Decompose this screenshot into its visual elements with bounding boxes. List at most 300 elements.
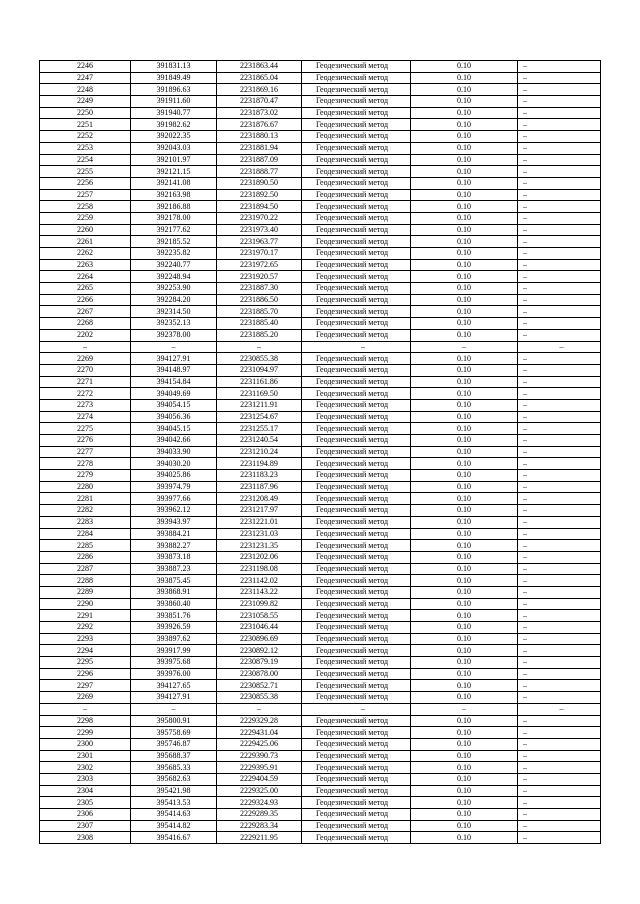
method-cell: Геодезический метод: [302, 598, 411, 610]
description-cell: –: [518, 598, 601, 610]
method-cell: Геодезический метод: [302, 388, 411, 400]
description-cell: –: [518, 622, 601, 634]
precision-cell: 0.10: [411, 353, 518, 365]
point-number-cell: 2248: [40, 84, 131, 96]
method-cell: Геодезический метод: [302, 142, 411, 154]
x-coordinate-cell: 392141.08: [131, 177, 217, 189]
point-number-cell: 2299: [40, 727, 131, 739]
table-row: [40, 563, 601, 575]
precision-cell: 0.10: [411, 668, 518, 680]
point-number-cell: 2250: [40, 107, 131, 119]
y-coordinate-cell: 2231892.50: [217, 189, 302, 201]
x-coordinate-cell: 394045.15: [131, 423, 217, 435]
y-coordinate-cell: 2231890.50: [217, 177, 302, 189]
point-number-cell: 2252: [40, 131, 131, 143]
y-coordinate-cell: 2231217.97: [217, 505, 302, 517]
description-cell: –: [518, 294, 601, 306]
y-coordinate-cell: 2231920.57: [217, 271, 302, 283]
x-coordinate-cell: 393926.59: [131, 622, 217, 634]
method-cell: Геодезический метод: [302, 61, 411, 73]
precision-cell: 0.10: [411, 750, 518, 762]
description-cell: –: [518, 785, 601, 797]
point-number-cell: 2247: [40, 72, 131, 84]
x-coordinate-cell: 394033.90: [131, 446, 217, 458]
table-row: [40, 470, 601, 482]
x-coordinate-cell: 392235.82: [131, 248, 217, 260]
point-number-cell: 2285: [40, 540, 131, 552]
precision-cell: 0.10: [411, 773, 518, 785]
y-coordinate-cell: 2229431.04: [217, 727, 302, 739]
precision-cell: 0.10: [411, 236, 518, 248]
x-coordinate-cell: 392185.52: [131, 236, 217, 248]
x-coordinate-cell: 395746.87: [131, 738, 217, 750]
point-number-cell: 2300: [40, 738, 131, 750]
table-row: [40, 107, 601, 119]
method-cell: Геодезический метод: [302, 294, 411, 306]
x-coordinate-cell: 394042.66: [131, 435, 217, 447]
description-cell: –: [518, 399, 601, 411]
precision-cell: 0.10: [411, 224, 518, 236]
method-cell: Геодезический метод: [302, 306, 411, 318]
precision-cell: 0.10: [411, 388, 518, 400]
point-number-cell: 2269: [40, 692, 131, 704]
y-coordinate-cell: 2231046.44: [217, 622, 302, 634]
x-coordinate-cell: 391911.60: [131, 96, 217, 108]
table-row: [40, 61, 601, 73]
x-coordinate-cell: 394127.91: [131, 353, 217, 365]
y-coordinate-cell: 2229404.59: [217, 773, 302, 785]
description-cell: –: [518, 820, 601, 832]
x-coordinate-cell: 394025.86: [131, 470, 217, 482]
table-row: [40, 248, 601, 260]
point-number-cell: 2261: [40, 236, 131, 248]
precision-cell: 0.10: [411, 458, 518, 470]
table-row: [40, 177, 601, 189]
x-coordinate-cell: 395682.63: [131, 773, 217, 785]
table-row: [40, 318, 601, 330]
precision-cell: 0.10: [411, 809, 518, 821]
point-number-cell: 2254: [40, 154, 131, 166]
table-row: [40, 306, 601, 318]
precision-cell: 0.10: [411, 505, 518, 517]
precision-cell: 0.10: [411, 657, 518, 669]
y-coordinate-cell: 2231094.97: [217, 364, 302, 376]
point-number-cell: 2292: [40, 622, 131, 634]
table-row: [40, 809, 601, 821]
y-coordinate-cell: 2231876.67: [217, 119, 302, 131]
point-number-cell: 2276: [40, 435, 131, 447]
method-cell: Геодезический метод: [302, 177, 411, 189]
x-coordinate-cell: 395416.67: [131, 832, 217, 844]
precision-cell: 0.10: [411, 154, 518, 166]
precision-cell: 0.10: [411, 610, 518, 622]
precision-cell: 0.10: [411, 364, 518, 376]
y-coordinate-cell: 2229211.95: [217, 832, 302, 844]
method-cell: –: [302, 703, 411, 715]
description-cell: –: [518, 645, 601, 657]
x-coordinate-cell: 392177.62: [131, 224, 217, 236]
precision-cell: 0.10: [411, 271, 518, 283]
x-coordinate-cell: 391940.77: [131, 107, 217, 119]
y-coordinate-cell: 2231881.94: [217, 142, 302, 154]
precision-cell: 0.10: [411, 201, 518, 213]
description-cell: –: [518, 318, 601, 330]
precision-cell: 0.10: [411, 797, 518, 809]
description-cell: –: [518, 668, 601, 680]
point-number-cell: 2284: [40, 528, 131, 540]
x-coordinate-cell: 393897.62: [131, 633, 217, 645]
precision-cell: 0.10: [411, 575, 518, 587]
precision-cell: 0.10: [411, 598, 518, 610]
description-cell: –: [518, 563, 601, 575]
method-cell: Геодезический метод: [302, 750, 411, 762]
point-number-cell: 2297: [40, 680, 131, 692]
description-cell: –: [518, 516, 601, 528]
table-row: [40, 96, 601, 108]
method-cell: Геодезический метод: [302, 785, 411, 797]
description-cell: –: [518, 271, 601, 283]
method-cell: Геодезический метод: [302, 563, 411, 575]
description-cell: –: [518, 61, 601, 73]
table-row: [40, 797, 601, 809]
description-cell: –: [518, 177, 601, 189]
precision-cell: 0.10: [411, 820, 518, 832]
description-cell: –: [518, 96, 601, 108]
description-cell: –: [518, 633, 601, 645]
x-coordinate-cell: 394049.69: [131, 388, 217, 400]
precision-cell: 0.10: [411, 166, 518, 178]
y-coordinate-cell: 2231240.54: [217, 435, 302, 447]
x-coordinate-cell: 395414.82: [131, 820, 217, 832]
point-number-cell: 2275: [40, 423, 131, 435]
y-coordinate-cell: 2231142.02: [217, 575, 302, 587]
precision-cell: 0.10: [411, 411, 518, 423]
table-row: [40, 645, 601, 657]
point-number-cell: 2272: [40, 388, 131, 400]
method-cell: Геодезический метод: [302, 832, 411, 844]
table-row: [40, 236, 601, 248]
y-coordinate-cell: 2231887.09: [217, 154, 302, 166]
precision-cell: 0.10: [411, 481, 518, 493]
table-row: [40, 715, 601, 727]
point-number-cell: 2251: [40, 119, 131, 131]
description-cell: –: [518, 493, 601, 505]
table-row: [40, 586, 601, 598]
x-coordinate-cell: 393917.99: [131, 645, 217, 657]
x-coordinate-cell: 393975.68: [131, 657, 217, 669]
table-row: [40, 622, 601, 634]
x-coordinate-cell: 393962.12: [131, 505, 217, 517]
point-number-cell: 2289: [40, 586, 131, 598]
point-number-cell: 2263: [40, 259, 131, 271]
x-coordinate-cell: 392352.13: [131, 318, 217, 330]
point-number-cell: 2281: [40, 493, 131, 505]
precision-cell: 0.10: [411, 248, 518, 260]
precision-cell: –: [411, 341, 518, 353]
method-cell: Геодезический метод: [302, 738, 411, 750]
x-coordinate-cell: 393860.40: [131, 598, 217, 610]
method-cell: Геодезический метод: [302, 72, 411, 84]
description-cell: –: [518, 703, 601, 715]
table-row: [40, 692, 601, 704]
point-number-cell: –: [40, 703, 131, 715]
y-coordinate-cell: 2231231.03: [217, 528, 302, 540]
point-number-cell: 2255: [40, 166, 131, 178]
y-coordinate-cell: 2229289.35: [217, 809, 302, 821]
precision-cell: 0.10: [411, 376, 518, 388]
table-row: [40, 154, 601, 166]
method-cell: Геодезический метод: [302, 353, 411, 365]
description-cell: –: [518, 610, 601, 622]
table-row: [40, 329, 601, 341]
y-coordinate-cell: –: [217, 341, 302, 353]
x-coordinate-cell: 395688.37: [131, 750, 217, 762]
x-coordinate-cell: 392248.94: [131, 271, 217, 283]
method-cell: Геодезический метод: [302, 773, 411, 785]
y-coordinate-cell: 2231870.47: [217, 96, 302, 108]
precision-cell: 0.10: [411, 551, 518, 563]
precision-cell: 0.10: [411, 142, 518, 154]
table-row: [40, 341, 601, 353]
method-cell: Геодезический метод: [302, 820, 411, 832]
x-coordinate-cell: 395414.63: [131, 809, 217, 821]
table-row: [40, 505, 601, 517]
description-cell: –: [518, 657, 601, 669]
method-cell: Геодезический метод: [302, 610, 411, 622]
description-cell: –: [518, 797, 601, 809]
y-coordinate-cell: 2231886.50: [217, 294, 302, 306]
table-row: [40, 131, 601, 143]
description-cell: –: [518, 715, 601, 727]
precision-cell: 0.10: [411, 131, 518, 143]
method-cell: Геодезический метод: [302, 329, 411, 341]
table-row: [40, 657, 601, 669]
y-coordinate-cell: 2229325.00: [217, 785, 302, 797]
x-coordinate-cell: 392378.00: [131, 329, 217, 341]
x-coordinate-cell: 395421.98: [131, 785, 217, 797]
table-row: [40, 680, 601, 692]
method-cell: Геодезический метод: [302, 84, 411, 96]
point-number-cell: 2256: [40, 177, 131, 189]
method-cell: Геодезический метод: [302, 516, 411, 528]
description-cell: –: [518, 201, 601, 213]
table-row: [40, 446, 601, 458]
y-coordinate-cell: 2231208.49: [217, 493, 302, 505]
method-cell: Геодезический метод: [302, 107, 411, 119]
y-coordinate-cell: 2231169.50: [217, 388, 302, 400]
precision-cell: 0.10: [411, 785, 518, 797]
point-number-cell: 2293: [40, 633, 131, 645]
precision-cell: 0.10: [411, 586, 518, 598]
y-coordinate-cell: 2231865.04: [217, 72, 302, 84]
table-row: [40, 598, 601, 610]
description-cell: –: [518, 832, 601, 844]
point-number-cell: 2287: [40, 563, 131, 575]
method-cell: Геодезический метод: [302, 96, 411, 108]
description-cell: –: [518, 119, 601, 131]
x-coordinate-cell: 394127.65: [131, 680, 217, 692]
method-cell: Геодезический метод: [302, 540, 411, 552]
x-coordinate-cell: 394148.97: [131, 364, 217, 376]
method-cell: Геодезический метод: [302, 399, 411, 411]
y-coordinate-cell: 2230852.71: [217, 680, 302, 692]
method-cell: Геодезический метод: [302, 692, 411, 704]
y-coordinate-cell: 2230855.38: [217, 692, 302, 704]
y-coordinate-cell: 2230879.19: [217, 657, 302, 669]
x-coordinate-cell: 392043.03: [131, 142, 217, 154]
table-row: [40, 294, 601, 306]
precision-cell: 0.10: [411, 493, 518, 505]
y-coordinate-cell: 2231255.17: [217, 423, 302, 435]
method-cell: Геодезический метод: [302, 201, 411, 213]
precision-cell: 0.10: [411, 516, 518, 528]
table-row: [40, 481, 601, 493]
x-coordinate-cell: 393868.91: [131, 586, 217, 598]
description-cell: –: [518, 248, 601, 260]
point-number-cell: 2260: [40, 224, 131, 236]
description-cell: –: [518, 353, 601, 365]
description-cell: –: [518, 72, 601, 84]
precision-cell: 0.10: [411, 294, 518, 306]
table-row: [40, 773, 601, 785]
y-coordinate-cell: 2231863.44: [217, 61, 302, 73]
y-coordinate-cell: 2231869.16: [217, 84, 302, 96]
method-cell: Геодезический метод: [302, 423, 411, 435]
point-number-cell: 2202: [40, 329, 131, 341]
description-cell: –: [518, 435, 601, 447]
precision-cell: –: [411, 703, 518, 715]
table-row: [40, 423, 601, 435]
table-row: [40, 493, 601, 505]
y-coordinate-cell: 2231970.22: [217, 212, 302, 224]
precision-cell: 0.10: [411, 399, 518, 411]
y-coordinate-cell: 2231894.50: [217, 201, 302, 213]
table-row: [40, 84, 601, 96]
description-cell: –: [518, 236, 601, 248]
y-coordinate-cell: 2229329.28: [217, 715, 302, 727]
table-row: [40, 540, 601, 552]
description-cell: –: [518, 773, 601, 785]
y-coordinate-cell: 2231231.35: [217, 540, 302, 552]
point-number-cell: 2303: [40, 773, 131, 785]
precision-cell: 0.10: [411, 633, 518, 645]
point-number-cell: 2278: [40, 458, 131, 470]
method-cell: Геодезический метод: [302, 458, 411, 470]
table-row: [40, 738, 601, 750]
description-cell: –: [518, 423, 601, 435]
table-row: [40, 633, 601, 645]
table-row: [40, 668, 601, 680]
method-cell: Геодезический метод: [302, 575, 411, 587]
method-cell: Геодезический метод: [302, 762, 411, 774]
precision-cell: 0.10: [411, 446, 518, 458]
precision-cell: 0.10: [411, 727, 518, 739]
y-coordinate-cell: 2231183.23: [217, 470, 302, 482]
point-number-cell: 2249: [40, 96, 131, 108]
table-row: [40, 610, 601, 622]
y-coordinate-cell: 2231187.96: [217, 481, 302, 493]
table-row: [40, 388, 601, 400]
point-number-cell: 2269: [40, 353, 131, 365]
precision-cell: 0.10: [411, 540, 518, 552]
y-coordinate-cell: 2231221.01: [217, 516, 302, 528]
method-cell: Геодезический метод: [302, 715, 411, 727]
description-cell: –: [518, 376, 601, 388]
precision-cell: 0.10: [411, 645, 518, 657]
point-number-cell: 2301: [40, 750, 131, 762]
y-coordinate-cell: 2231254.67: [217, 411, 302, 423]
description-cell: –: [518, 680, 601, 692]
x-coordinate-cell: 391982.62: [131, 119, 217, 131]
description-cell: –: [518, 470, 601, 482]
x-coordinate-cell: 392240.77: [131, 259, 217, 271]
x-coordinate-cell: –: [131, 703, 217, 715]
x-coordinate-cell: 392284.20: [131, 294, 217, 306]
description-cell: –: [518, 131, 601, 143]
method-cell: Геодезический метод: [302, 212, 411, 224]
description-cell: –: [518, 575, 601, 587]
description-cell: –: [518, 283, 601, 295]
precision-cell: 0.10: [411, 61, 518, 73]
point-number-cell: 2280: [40, 481, 131, 493]
precision-cell: 0.10: [411, 318, 518, 330]
point-number-cell: 2283: [40, 516, 131, 528]
y-coordinate-cell: 2230855.38: [217, 353, 302, 365]
precision-cell: 0.10: [411, 119, 518, 131]
x-coordinate-cell: 391831.13: [131, 61, 217, 73]
precision-cell: 0.10: [411, 435, 518, 447]
x-coordinate-cell: 395758.69: [131, 727, 217, 739]
method-cell: Геодезический метод: [302, 166, 411, 178]
table-row: [40, 575, 601, 587]
table-row: [40, 762, 601, 774]
method-cell: Геодезический метод: [302, 633, 411, 645]
table-row: [40, 271, 601, 283]
description-cell: –: [518, 762, 601, 774]
x-coordinate-cell: 393884.21: [131, 528, 217, 540]
table-row: [40, 435, 601, 447]
point-number-cell: 2308: [40, 832, 131, 844]
point-number-cell: 2271: [40, 376, 131, 388]
method-cell: Геодезический метод: [302, 119, 411, 131]
point-number-cell: 2253: [40, 142, 131, 154]
y-coordinate-cell: 2231880.13: [217, 131, 302, 143]
y-coordinate-cell: 2230892.12: [217, 645, 302, 657]
description-cell: –: [518, 411, 601, 423]
method-cell: Геодезический метод: [302, 259, 411, 271]
method-cell: Геодезический метод: [302, 248, 411, 260]
method-cell: Геодезический метод: [302, 364, 411, 376]
description-cell: –: [518, 505, 601, 517]
y-coordinate-cell: 2231202.06: [217, 551, 302, 563]
description-cell: –: [518, 341, 601, 353]
table-row: [40, 72, 601, 84]
point-number-cell: 2262: [40, 248, 131, 260]
table-row: [40, 528, 601, 540]
precision-cell: 0.10: [411, 832, 518, 844]
point-number-cell: 2306: [40, 809, 131, 821]
method-cell: Геодезический метод: [302, 271, 411, 283]
y-coordinate-cell: 2231888.77: [217, 166, 302, 178]
y-coordinate-cell: 2231885.20: [217, 329, 302, 341]
precision-cell: 0.10: [411, 212, 518, 224]
description-cell: –: [518, 259, 601, 271]
precision-cell: 0.10: [411, 692, 518, 704]
x-coordinate-cell: 393875.45: [131, 575, 217, 587]
point-number-cell: 2291: [40, 610, 131, 622]
table-row: [40, 703, 601, 715]
method-cell: Геодезический метод: [302, 622, 411, 634]
